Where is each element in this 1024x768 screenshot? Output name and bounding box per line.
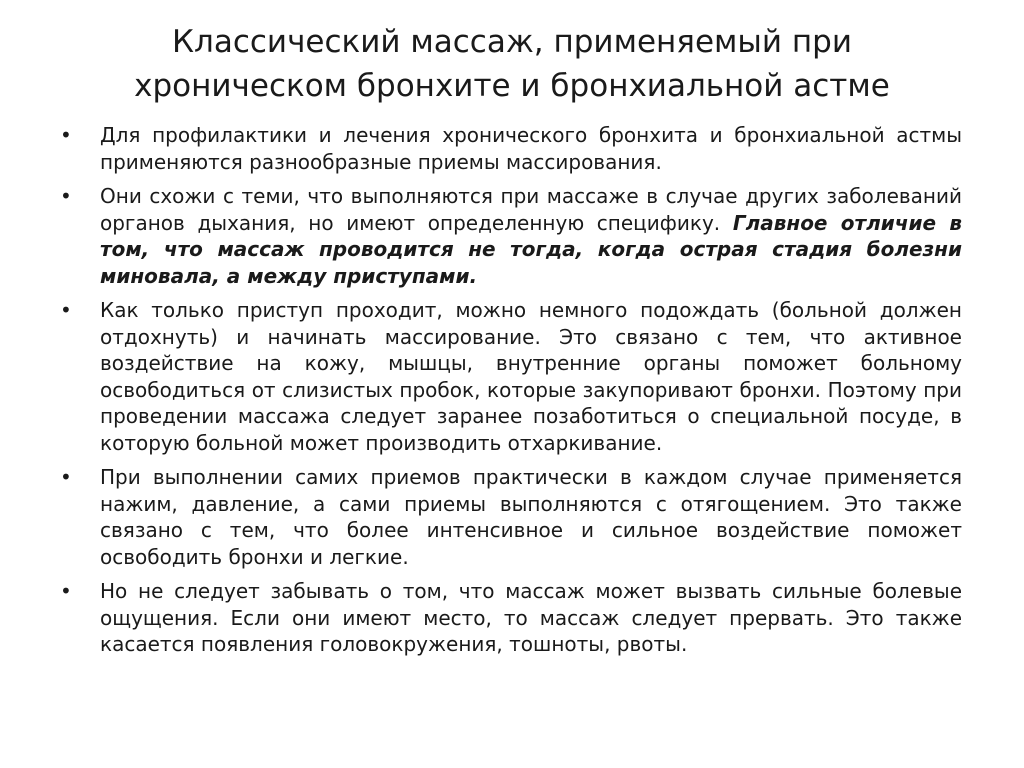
bullet-list [60,122,962,666]
bullet-text: Для профилактики и лечения хронического бронхита и бронхиальной астмы применяются разнообразные приемы массирования. [100,123,962,174]
title-line-1: Классический массаж, применяемый при [172,24,852,60]
bullet-item-4 [60,464,962,570]
bullet-dot-icon: • [60,184,72,208]
bullet-dot-icon: • [60,123,72,147]
bullet-item-1 [60,122,962,175]
bullet-dot-icon: • [60,298,72,322]
bullet-text: Как только приступ проходит, можно немного подождать (больной должен отдохнуть) и начинать массирование. Это связано с тем, что активное воздействие на кожу, мышцы, внутренние органы поможет больному освободиться от слизистых пробок, которые закупоривают бронхи. Поэтому при проведении массажа следует заранее позаботиться о специальной посуде, в которую больной может производить отхаркивание. [100,298,962,455]
bullet-emphasis-text: Главное отличие в том, что массаж проводится не тогда, когда острая стадия болезни миновала, а между приступами. [100,210,962,288]
bullet-item-5 [60,578,962,658]
slide-title [60,20,964,108]
bullet-dot-icon: • [60,579,72,603]
bullet-text: Но не следует забывать о том, что массаж может вызвать сильные болевые ощущения. Если они имеют место, то массаж следует прервать. Это также касается появления головокружения, тошноты, рвоты. [100,579,962,656]
bullet-dot-icon: • [60,465,72,489]
title-line-2: хроническом бронхите и бронхиальной астме [134,68,890,104]
bullet-item-3 [60,297,962,456]
bullet-text: Они схожи с теми, что выполняются при массаже в случае других заболеваний органов дыхания, но имеют определенную специфику. [100,184,962,235]
bullet-item-2 [60,183,962,289]
bullet-text: При выполнении самих приемов практически в каждом случае применяется нажим, давление, а сами приемы выполняются с отягощением. Это также связано с тем, что более интенсивное и сильное воздействие поможет освободить бронхи и легкие. [100,465,962,569]
